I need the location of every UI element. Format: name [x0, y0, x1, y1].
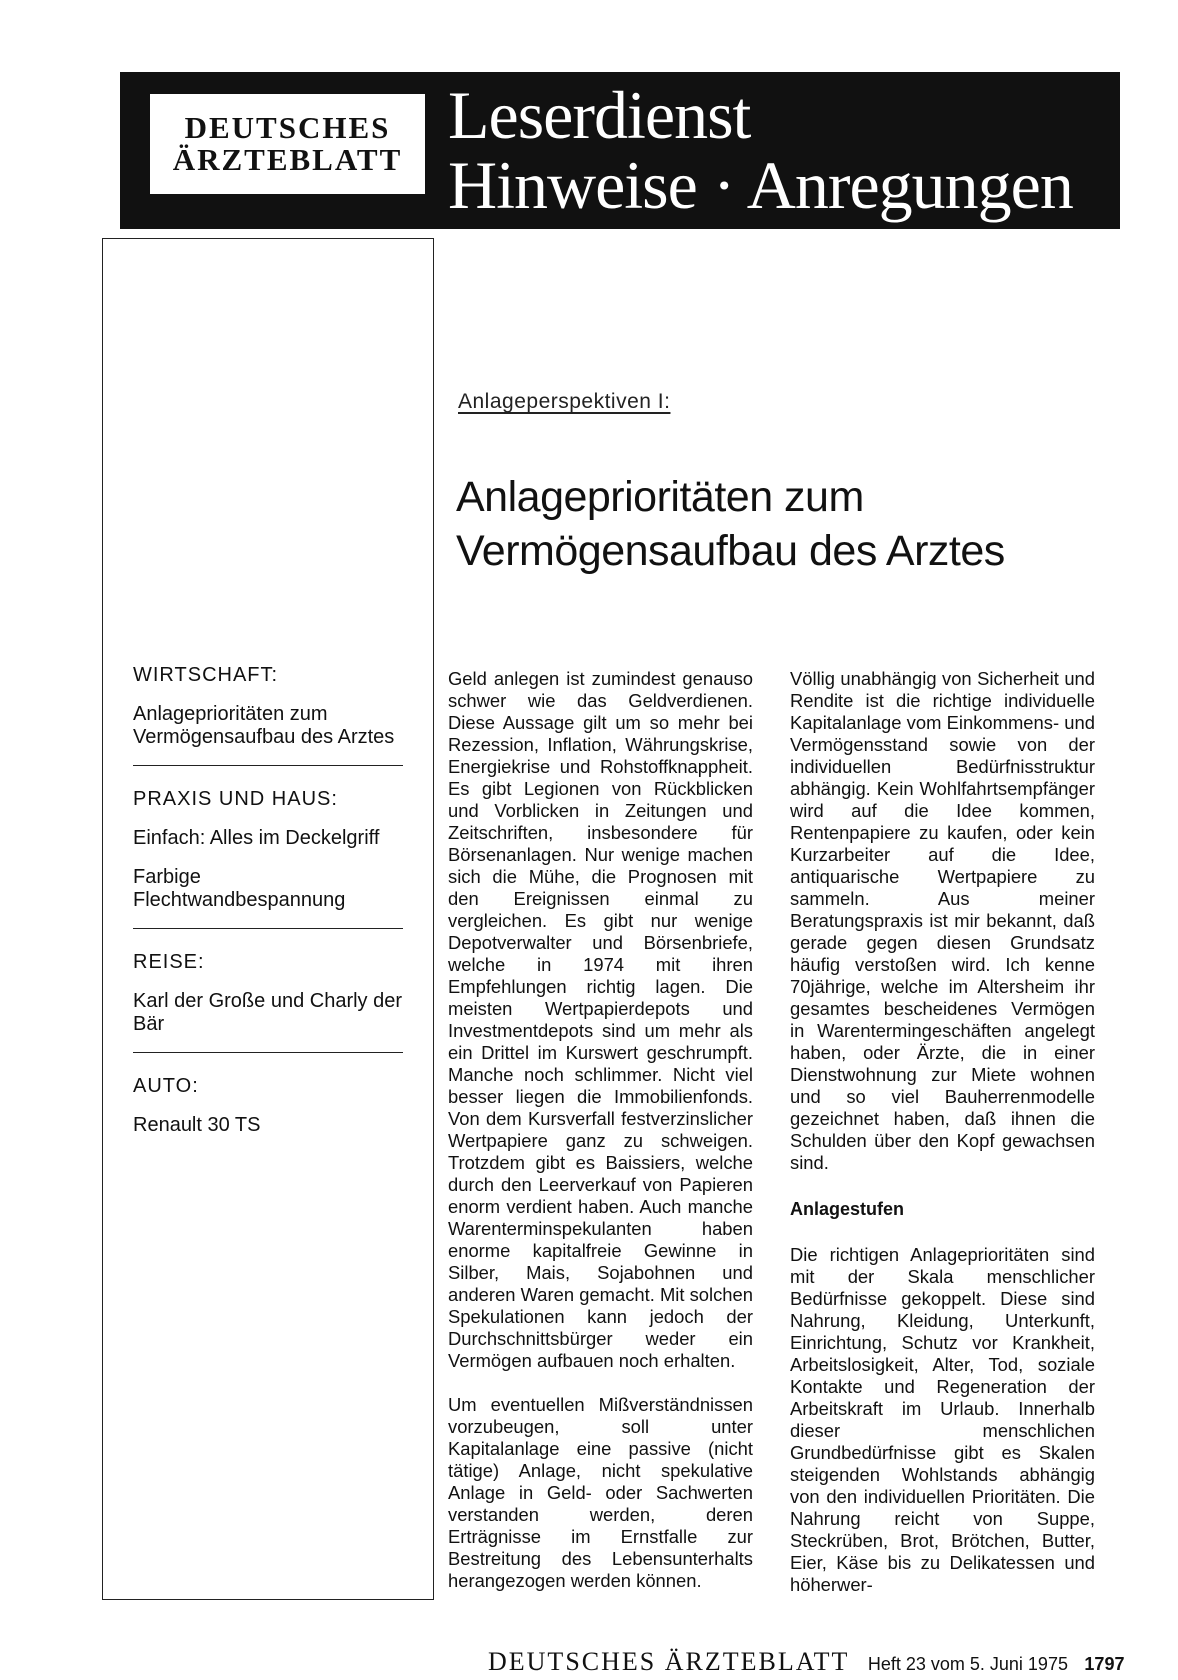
- contents-item: Anlageprioritäten zum Vermögensaufbau des Arztes: [133, 703, 395, 748]
- page-footer: [488, 1647, 1124, 1677]
- article-headline: [456, 470, 1136, 578]
- article-column-2: [790, 668, 1095, 1618]
- contents-item: Einfach: Alles im Deckelgriff: [133, 827, 380, 849]
- contents-list: [133, 664, 403, 1153]
- contents-sidebar: [102, 238, 434, 1600]
- body-paragraph: Um eventuellen Mißverständnissen vorzubeugen, soll unter Kapitalanlage eine passive (nicht tätige) Anlage, nicht spekulative Anlage in Geld- oder Sachwerten verstanden werden, deren Erträgnisse im Ernstfalle zur Bestreitung des Lebensunterhalts herangezogen werden können.: [448, 1394, 753, 1591]
- footer-magazine-name: DEUTSCHES ÄRZTEBLATT: [488, 1647, 850, 1676]
- magazine-logo: [150, 94, 425, 194]
- masthead: [120, 72, 1120, 229]
- contents-section-praxis: [133, 788, 403, 912]
- divider: [133, 928, 403, 929]
- section-subheading: Anlagestufen: [790, 1199, 905, 1219]
- contents-item: Farbige Flechtwandbespannung: [133, 866, 346, 911]
- body-paragraph: Geld anlegen ist zumindest genauso schwer wie das Geldverdienen. Diese Aussage gilt um so mehr bei Rezession, Inflation, Währungskrise, Energiekrise und Rohstoffknappheit. Es gibt Legionen von Rückblicken und Vorblicken in Zeitungen und Zeitschriften, insbesondere für Börsenanlagen. Nur wenige machen sich die Mühe, die Prognosen mit den Ereignissen einmal zu vergleichen. Es gibt nur wenige Depotverwalter und Börsenbriefe, welche in 1974 mit ihren Empfehlungen richtig lagen. Die meisten Wertpapierdepots und Investmentdepots sind um mehr als ein Drittel im Kurswert geschrumpft. Manche noch schlimmer. Nicht viel besser liegen die Immobilienfonds. Von dem Kursverfall festverzinslicher Wertpapiere ganz zu schweigen. Trotzdem gibt es Baissiers, welche durch den Leerverkauf von Papieren enorm verdient haben. Auch manche Warenterminspekulanten haben enorme kapitalfreie Gewinne in Silber, Mais, Sojabohnen und anderen Waren gemacht. Mit solchen Spekulationen kann jedoch der Durchschnittsbürger weder ein Vermögen aufbauen noch erhalten.: [448, 668, 753, 1371]
- page-number: 1797: [1084, 1654, 1125, 1674]
- footer-issue: Heft 23 vom 5. Juni 1975: [867, 1654, 1068, 1674]
- article-column-1: [448, 668, 753, 1614]
- contents-heading: REISE:: [133, 951, 205, 973]
- logo-line-1: DEUTSCHES: [184, 110, 391, 145]
- body-paragraph: Die richtigen Anlageprioritäten sind mit der Skala menschlicher Bedürfnisse gekoppelt. Diese sind Nahrung, Kleidung, Unterkunft, Einrichtung, Schutz vor Krankheit, Arbeitslosigkeit, Alter, Tod, soziale Kontakte und Regeneration der Arbeitskraft im Urlaub. Innerhalb dieser menschlichen Grundbedürfnisse gibt es Skalen steigenden Wohlstands abhängig von den individuellen Prioritäten. Die Nahrung reicht von Suppe, Steckrüben, Brot, Brötchen, Butter, Eier, Käse bis zu Delikatessen und höherwer-: [790, 1244, 1095, 1595]
- section-title-line-2: Hinweise · Anregungen: [448, 147, 1073, 223]
- headline-line-2: Vermögensaufbau des Arztes: [456, 527, 1005, 575]
- contents-item: Renault 30 TS: [133, 1114, 261, 1136]
- contents-section-reise: [133, 951, 403, 1036]
- headline-line-1: Anlageprioritäten zum: [456, 473, 864, 521]
- section-title: [448, 77, 1073, 223]
- contents-item: Karl der Große und Charly der Bär: [133, 990, 403, 1035]
- body-paragraph: Völlig unabhängig von Sicherheit und Rendite ist die richtige individuelle Kapitalanlage vom Einkommens- und Vermögensstand sowie von der individuellen Bedürfnisstruktur abhängig. Kein Wohlfahrtsempfänger wird auf die Idee kommen, Rentenpapiere zu kaufen, oder kein Kurzarbeiter auf die Idee, antiquarische Wertpapiere zu sammeln. Aus meiner Beratungspraxis ist mir bekannt, daß gerade gegen diesen Grundsatz häufig verstoßen wird. Ich kenne 70jährige, welche im Altersheim ihr gesamtes bescheidenes Vermögen in Warentermingeschäften angelegt haben, oder Ärzte, die in einer Dienstwohnung zur Miete wohnen und so viel Bauherrenmodelle gezeichnet haben, daß ihnen die Schulden über den Kopf gewachsen sind.: [790, 668, 1095, 1173]
- contents-heading: WIRTSCHAFT:: [133, 664, 279, 686]
- contents-heading: PRAXIS UND HAUS:: [133, 788, 338, 810]
- article-kicker: Anlageperspektiven I:: [458, 390, 671, 413]
- logo-line-2: ÄRZTEBLATT: [172, 142, 403, 177]
- divider: [133, 1052, 403, 1053]
- contents-section-auto: [133, 1075, 403, 1137]
- contents-section-wirtschaft: [133, 664, 403, 749]
- section-title-line-1: Leserdienst: [448, 77, 751, 153]
- divider: [133, 765, 403, 766]
- contents-heading: AUTO:: [133, 1075, 199, 1097]
